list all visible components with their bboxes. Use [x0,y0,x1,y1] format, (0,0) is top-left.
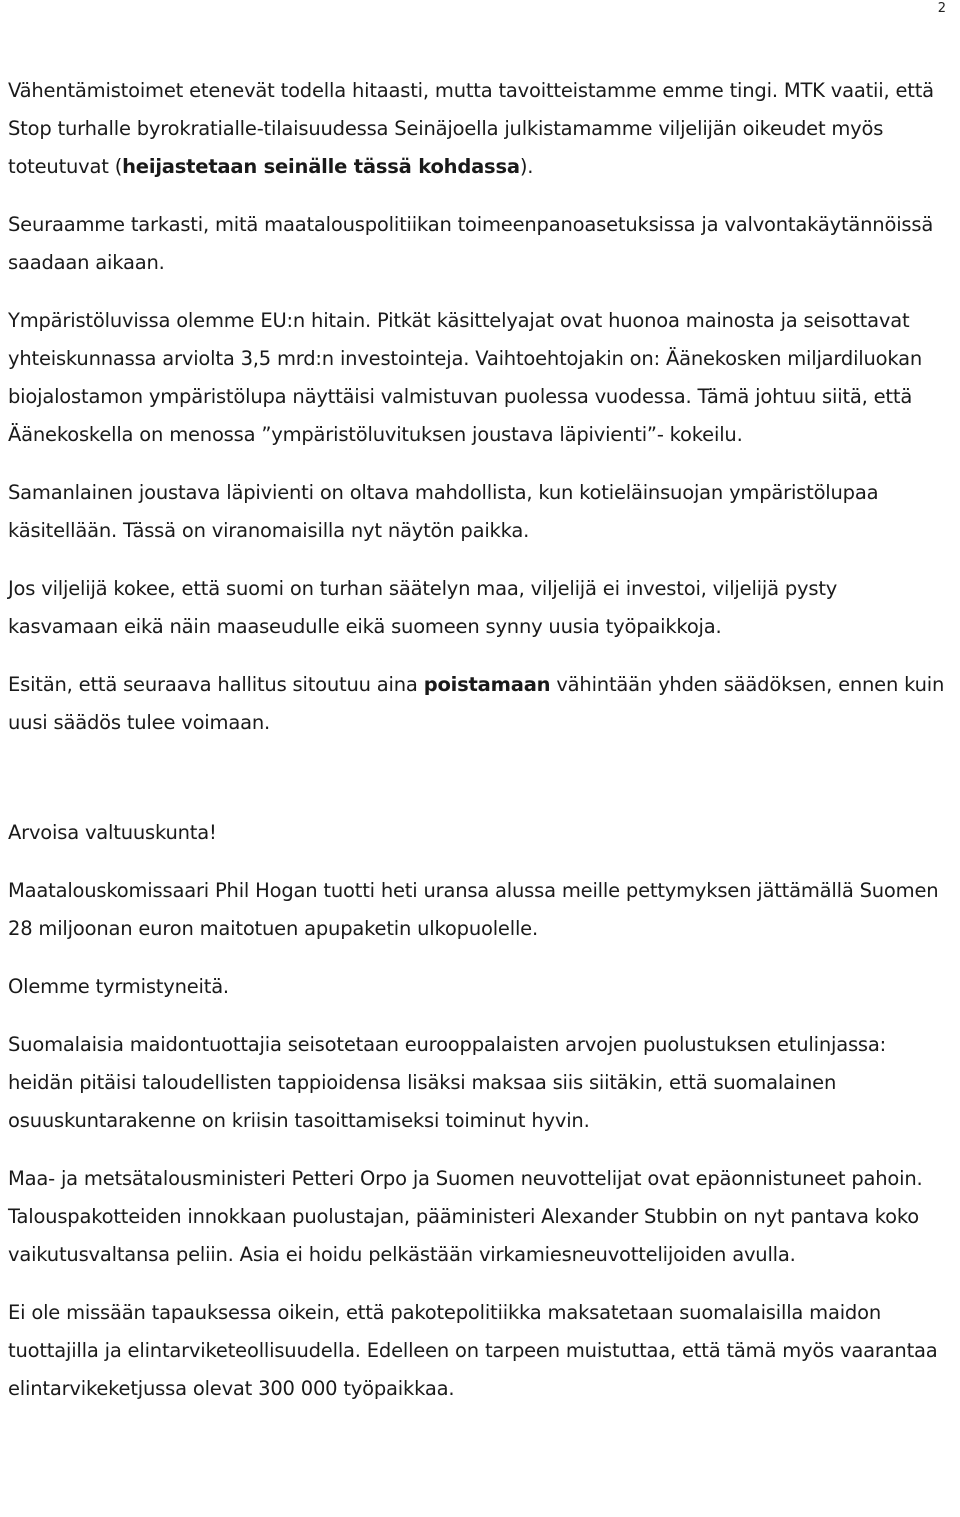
paragraph-text: ). [519,155,534,178]
paragraph-flexible-processing: Samanlainen joustava läpivienti on oltava mahdollista, kun kotieläinsuojan ympäristölupaa käsitellään. Tässä on viranomaisilla nyt näytön paikka. [8,481,879,542]
paragraph-text: Vähentämistoimet etenevät todella hitaasti, mutta tavoitteistamme emme tingi. MTK vaatii, että Stop turhalle byrokratialle-tilaisuudessa Seinäjoella julkistamamme viljelijän oikeudet myös toteutuvat ( [8,79,934,178]
paragraph-text: vähintään yhden säädöksen, ennen kuin uusi säädös tulee voimaan. [8,673,945,734]
paragraph-ministers: Maa- ja metsätalousministeri Petteri Orpo ja Suomen neuvottelijat ovat epäonnistuneet pahoin. Talouspakotteiden innokkaan puolustajan, pääministeri Alexander Stubbin on nyt pantava koko vaikutusvaltansa peliin. Asia ei hoidu pelkästään virkamiesneuvottelijoiden avulla. [8,1167,923,1266]
paragraph-farmer-investment: Jos viljelijä kokee, että suomi on turhan säätelyn maa, viljelijä ei investoi, viljelijä pysty kasvamaan eikä näin maaseudulle eikä suomeen synny uusia työpaikkoja. [8,577,838,638]
paragraph-environmental-permits: Ympäristöluvissa olemme EU:n hitain. Pitkät käsittelyajat ovat huonoa mainosta ja seisottavat yhteiskunnassa arviolta 3,5 mrd:n investointeja. Vaihtoehtojakin on: Äänekosken miljardiluokan biojalostamon ympäristölupa näyttäisi valmistuvan puolessa vuodessa. Tämä johtuu siitä, että Äänekoskella on menossa ”ympäristöluvituksen joustava läpivienti”- kokeilu. [8,309,923,446]
paragraph-dismay: Olemme tyrmistyneitä. [8,975,229,998]
bold-keyword: poistamaan [423,673,551,696]
paragraph-text: Esitän, että seuraava hallitus sitoutuu aina [8,673,424,696]
paragraph-follow-up: Seuraamme tarkasti, mitä maatalouspolitiikan toimeenpanoasetuksissa ja valvontakäytännöissä saadaan aikaan. [8,213,934,274]
paragraph-sanctions-policy: Ei ole missään tapauksessa oikein, että pakotepolitiikka maksatetaan suomalaisilla maidon tuottajilla ja elintarviketeollisuudella. Edelleen on tarpeen muistuttaa, että tämä myös vaarantaa elintarvikeketjussa olevat 300 000 työpaikkaa. [8,1301,938,1400]
bold-instruction: heijastetaan seinälle tässä kohdassa [122,155,520,178]
paragraph-milk-producers: Suomalaisia maidontuottajia seisotetaan eurooppalaisten arvojen puolustuksen etulinjassa: heidän pitäisi taloudellisten tappioidensa lisäksi maksaa siis siitäkin, että suomalainen osuuskuntarakenne on kriisin tasoittamiseksi toiminut hyvin. [8,1033,887,1132]
paragraph-commissioner: Maatalouskomissaari Phil Hogan tuotti heti uransa alussa meille pettymyksen jättämällä Suomen 28 miljoonan euron maitotuen apupaketin ulkopuolelle. [8,879,939,940]
document-body [8,72,948,1408]
paragraph-proposal [8,666,948,742]
paragraph-reduction-measures [8,72,948,186]
page-number: 2 [937,1,946,16]
paragraph-salutation: Arvoisa valtuuskunta! [8,821,217,844]
